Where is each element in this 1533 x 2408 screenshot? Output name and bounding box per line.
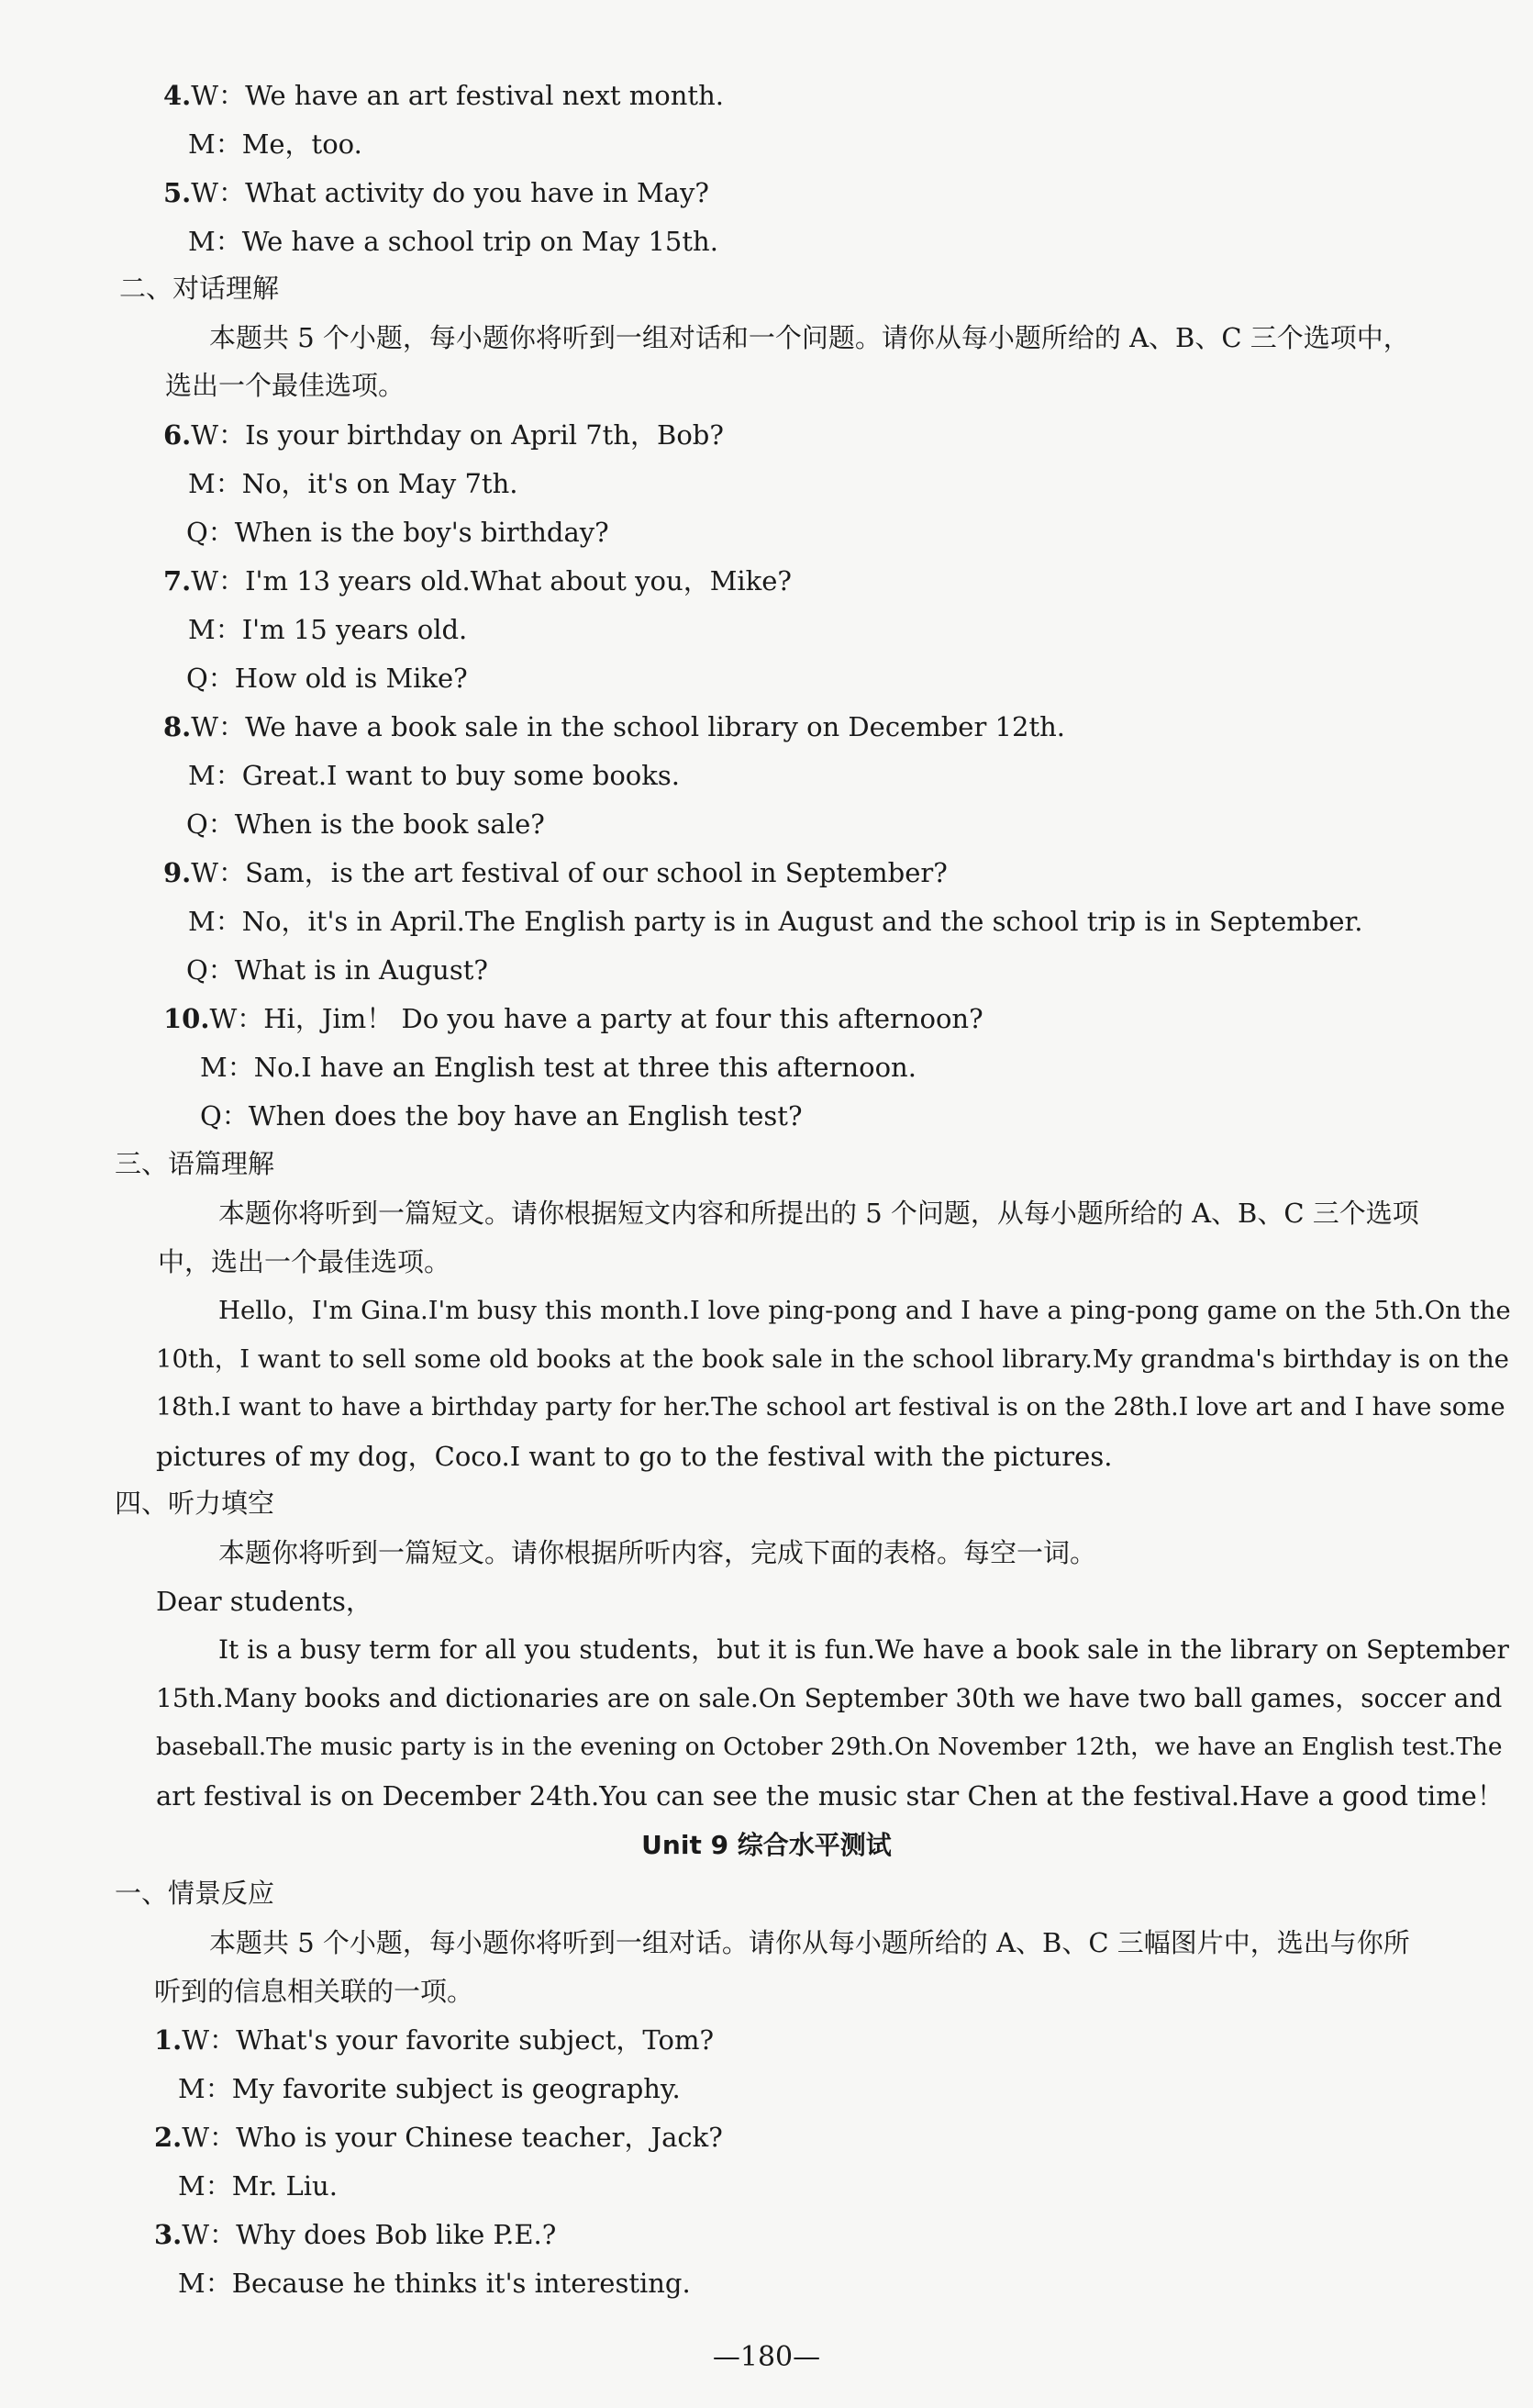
dialogue-text: W：We have an art festival next month.: [191, 80, 724, 111]
question-line: [154, 2023, 714, 2057]
instruction-line: 本题共 5 个小题，每小题你将听到一组对话和一个问题。请你从每小题所给的 A、B、C 三个选项中，: [209, 322, 1410, 353]
dialogue-text: W：Who is your Chinese teacher，Jack?: [182, 2122, 723, 2153]
question-number: 8.: [163, 711, 192, 742]
question-line: [163, 564, 792, 597]
question-number: 7.: [163, 565, 192, 596]
question-line: [154, 2218, 556, 2251]
passage-line: 18th.I want to have a birthday party for her.The school art festival is on the 28th.I love art and I have some: [156, 1393, 1505, 1421]
passage-line: 15th.Many books and dictionaries are on sale.On September 30th we have two ball games，soccer and: [156, 1683, 1503, 1713]
question-line: [154, 2121, 723, 2154]
passage-line: Hello，I'm Gina.I'm busy this month.I love ping-pong and I have a ping-pong game on the 5th.On the: [218, 1296, 1511, 1325]
dialogue-line: M：No，it's in April.The English party is in August and the school trip is in September.: [188, 906, 1363, 937]
instruction-line: 听到的信息相关联的一项。: [154, 1976, 474, 2007]
section-heading: 一、情景反应: [115, 1878, 275, 1909]
dialogue-line: M：I'm 15 years old.: [188, 614, 468, 645]
unit-title: Unit 9 综合水平测试: [641, 1830, 892, 1860]
dialogue-text: W：I'm 13 years old.What about you，Mike?: [191, 565, 792, 596]
dialogue-line: [188, 225, 718, 258]
passage-line: 10th，I want to sell some old books at the book sale in the school library.My grandma's birthday is on the: [156, 1344, 1509, 1374]
dialogue-text: W：Is your birthday on April 7th，Bob?: [191, 419, 724, 451]
question-number: 9.: [163, 857, 192, 888]
question-number: 6.: [163, 419, 192, 451]
section-heading: 三、语篇理解: [115, 1148, 275, 1179]
passage-line: pictures of my dog，Coco.I want to go to the festival with the pictures.: [156, 1441, 1113, 1472]
instruction-line: 中，选出一个最佳选项。: [158, 1246, 451, 1277]
question-number: 2.: [154, 2122, 183, 2153]
section-heading: 二、对话理解: [119, 273, 280, 304]
instruction-line: 本题你将听到一篇短文。请你根据短文内容和所提出的 5 个问题，从每小题所给的 A、B、C 三个选项: [218, 1198, 1419, 1229]
passage-line: It is a busy term for all you students，but it is fun.We have a book sale in the library on September: [218, 1634, 1509, 1665]
dialogue-text: W：Why does Bob like P.E.?: [182, 2219, 557, 2250]
dialogue-text: W：What activity do you have in May?: [191, 177, 709, 208]
dialogue-text: W：We have a book sale in the school library on December 12th.: [191, 711, 1066, 742]
passage-line: baseball.The music party is in the evening on October 29th.On November 12th，we have an English test.The: [156, 1733, 1503, 1761]
dialogue-line: M：No.I have an English test at three this afternoon.: [200, 1052, 916, 1083]
question-line: [163, 418, 724, 452]
dialogue-text: W：Hi，Jim！ Do you have a party at four this afternoon?: [209, 1003, 983, 1034]
dialogue-text: W：What's your favorite subject，Tom?: [182, 2024, 714, 2056]
question-number: 1.: [154, 2024, 183, 2056]
dialogue-line: M：Great.I want to buy some books.: [188, 760, 680, 791]
dialogue-text: M：We have a school trip on May 15th.: [188, 226, 718, 257]
dialogue-text: W：Sam，is the art festival of our school in September?: [191, 857, 948, 888]
question-number: 10.: [163, 1003, 210, 1034]
question-line: [163, 710, 1065, 743]
instruction-line: 选出一个最佳选项。: [165, 370, 405, 401]
question-prompt: Q：When is the boy's birthday?: [186, 517, 609, 548]
instruction-line: 本题你将听到一篇短文。请你根据所听内容，完成下面的表格。每空一词。: [218, 1537, 1097, 1568]
dialogue-line: M：Because he thinks it's interesting.: [178, 2268, 691, 2299]
question-line: [163, 856, 948, 889]
question-number: 3.: [154, 2219, 183, 2250]
instruction-line: 本题共 5 个小题，每小题你将听到一组对话。请你从每小题所给的 A、B、C 三幅图片中，选出与你所: [209, 1927, 1410, 1958]
dialogue-line: M：My favorite subject is geography.: [178, 2073, 681, 2104]
question-prompt: Q：What is in August?: [186, 954, 488, 986]
letter-greeting: Dear students，: [156, 1586, 372, 1617]
dialogue-line: M：Mr. Liu.: [178, 2170, 338, 2202]
question-line: [163, 176, 709, 209]
section-heading: 四、听力填空: [115, 1488, 275, 1519]
dialogue-text: M：Me，too.: [188, 128, 362, 160]
dialogue-line: [188, 128, 362, 161]
question-prompt: Q：When does the boy have an English test?: [200, 1100, 803, 1132]
question-number: 5.: [163, 177, 192, 208]
passage-line: art festival is on December 24th.You can see the music star Chen at the festival.Have a good time！: [156, 1780, 1504, 1812]
question-line: [163, 79, 724, 112]
question-line: [163, 1002, 983, 1035]
page-number: —180—: [712, 2341, 821, 2373]
question-prompt: Q：How old is Mike?: [186, 663, 468, 694]
question-prompt: Q：When is the book sale?: [186, 808, 545, 840]
dialogue-line: M：No，it's on May 7th.: [188, 468, 518, 499]
question-number: 4.: [163, 80, 192, 111]
